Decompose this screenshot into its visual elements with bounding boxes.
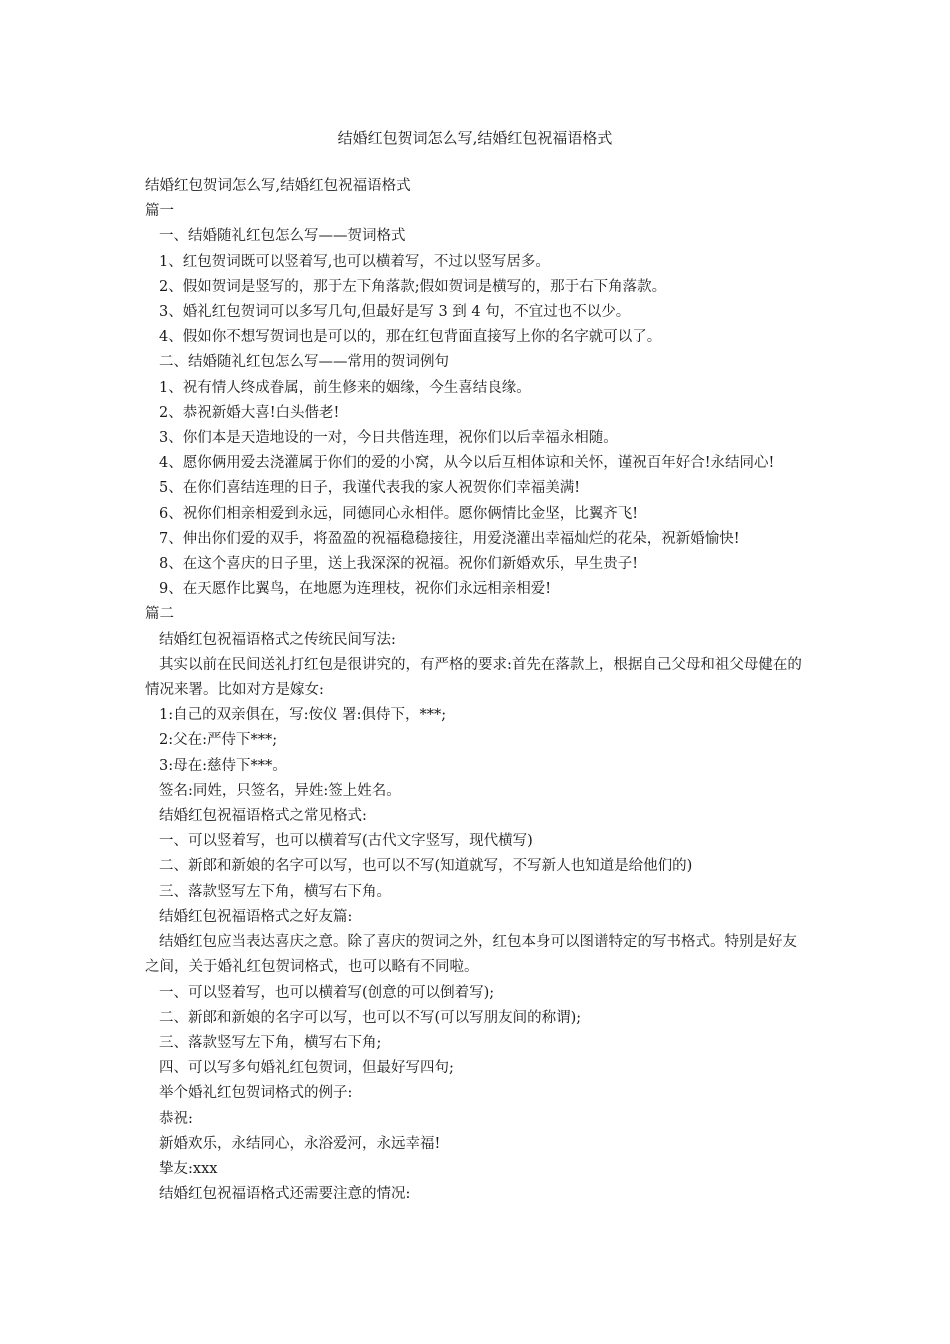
paragraph-line: 结婚红包祝福语格式之好友篇:	[159, 908, 353, 925]
paragraph-line: 4、假如你不想写贺词也是可以的，那在红包背面直接写上你的名字就可以了。	[159, 329, 662, 346]
paragraph-line: 2、假如贺词是竖写的，那于左下角落款;假如贺词是横写的，那于右下角落款。	[159, 278, 667, 295]
paragraph-line: 三、落款竖写左下角，横写右下角。	[159, 883, 391, 900]
paragraph-line: 结婚红包祝福语格式之传统民间写法:	[159, 631, 396, 648]
paragraph-line: 9、在天愿作比翼鸟，在地愿为连理枝，祝你们永远相亲相爱!	[159, 581, 552, 598]
paragraph-line: 其实以前在民间送礼打红包是很讲究的，有严格的要求:首先在落款上，根据自己父母和祖父母健在的情况来署。比如对方是嫁女:	[145, 656, 802, 699]
paragraph-line: 篇一	[145, 203, 174, 220]
paragraph-line: 3、婚礼红包贺词可以多写几句,但最好是写 3 到 4 句，不宜过也不以少。	[159, 304, 631, 321]
paragraph-line: 二、结婚随礼红包怎么写——常用的贺词例句	[159, 354, 449, 371]
paragraph-line: 新婚欢乐，永结同心，永浴爱河，永远幸福!	[159, 1135, 441, 1152]
paragraph-line: 结婚红包祝福语格式之常见格式:	[159, 808, 367, 825]
paragraph-line: 四、可以写多句婚礼红包贺词，但最好写四句;	[159, 1060, 454, 1077]
paragraph-line: 6、祝你们相亲相爱到永远，同德同心永相伴。愿你俩情比金坚，比翼齐飞!	[159, 505, 639, 522]
paragraph-line: 一、可以竖着写，也可以横着写(古代文字竖写，现代横写)	[159, 833, 533, 850]
paragraph-line: 2:父在:严侍下***;	[159, 732, 278, 749]
paragraph-line: 4、愿你俩用爱去浇灌属于你们的爱的小窝，从今以后互相体谅和关怀，谨祝百年好合!永结同心!	[159, 455, 775, 472]
paragraph-line: 二、新郎和新娘的名字可以写，也可以不写(知道就写，不写新人也知道是给他们的)	[159, 858, 693, 875]
paragraph-line: 篇二	[145, 606, 174, 623]
paragraph-line: 5、在你们喜结连理的日子，我谨代表我的家人祝贺你们幸福美满!	[159, 480, 581, 497]
paragraph-line: 结婚红包贺词怎么写,结婚红包祝福语格式	[145, 178, 411, 194]
paragraph-line: 恭祝:	[159, 1110, 193, 1127]
paragraph-line: 7、伸出你们爱的双手，将盈盈的祝福稳稳接往，用爱浇灌出幸福灿烂的花朵，祝新婚愉快!	[159, 530, 740, 547]
paragraph-line: 一、可以竖着写，也可以横着写(创意的可以倒着写);	[159, 984, 495, 1001]
paragraph-line: 1、红包贺词既可以竖着写,也可以横着写，不过以竖写居多。	[159, 253, 550, 270]
paragraph-line: 8、在这个喜庆的日子里，送上我深深的祝福。祝你们新婚欢乐，早生贵子!	[159, 556, 639, 573]
paragraph-line: 一、结婚随礼红包怎么写——贺词格式	[159, 228, 406, 245]
paragraph-line: 举个婚礼红包贺词格式的例子:	[159, 1085, 353, 1102]
document-body	[145, 174, 807, 1207]
paragraph-line: 3:母在:慈侍下***。	[159, 757, 287, 774]
paragraph-line: 结婚红包祝福语格式还需要注意的情况:	[159, 1186, 411, 1203]
paragraph-line: 3、你们本是天造地设的一对，今日共偕连理，祝你们以后幸福永相随。	[159, 430, 618, 447]
paragraph-line: 签名:同姓，只签名，异姓:签上姓名。	[159, 782, 401, 799]
paragraph-line: 三、落款竖写左下角，横写右下角;	[159, 1034, 382, 1051]
paragraph-line: 结婚红包应当表达喜庆之意。除了喜庆的贺词之外，红包本身可以图谱特定的写书格式。特别是好友之间，关于婚礼红包贺词格式，也可以略有不同啦。	[145, 934, 797, 976]
paragraph-line: 2、恭祝新婚大喜!白头偕老!	[159, 404, 340, 421]
paragraph-line: 二、新郎和新娘的名字可以写，也可以不写(可以写朋友间的称谓);	[159, 1009, 582, 1026]
paragraph-line: 1:自己的双亲俱在，写:侒仪 署:俱侍下，***;	[159, 707, 447, 724]
paragraph-line: 挚友:xxx	[159, 1160, 218, 1177]
page-title: 结婚红包贺词怎么写,结婚红包祝福语格式	[337, 129, 613, 147]
paragraph-line: 1、祝有情人终成眷属，前生修来的姻缘，今生喜结良缘。	[159, 379, 531, 396]
